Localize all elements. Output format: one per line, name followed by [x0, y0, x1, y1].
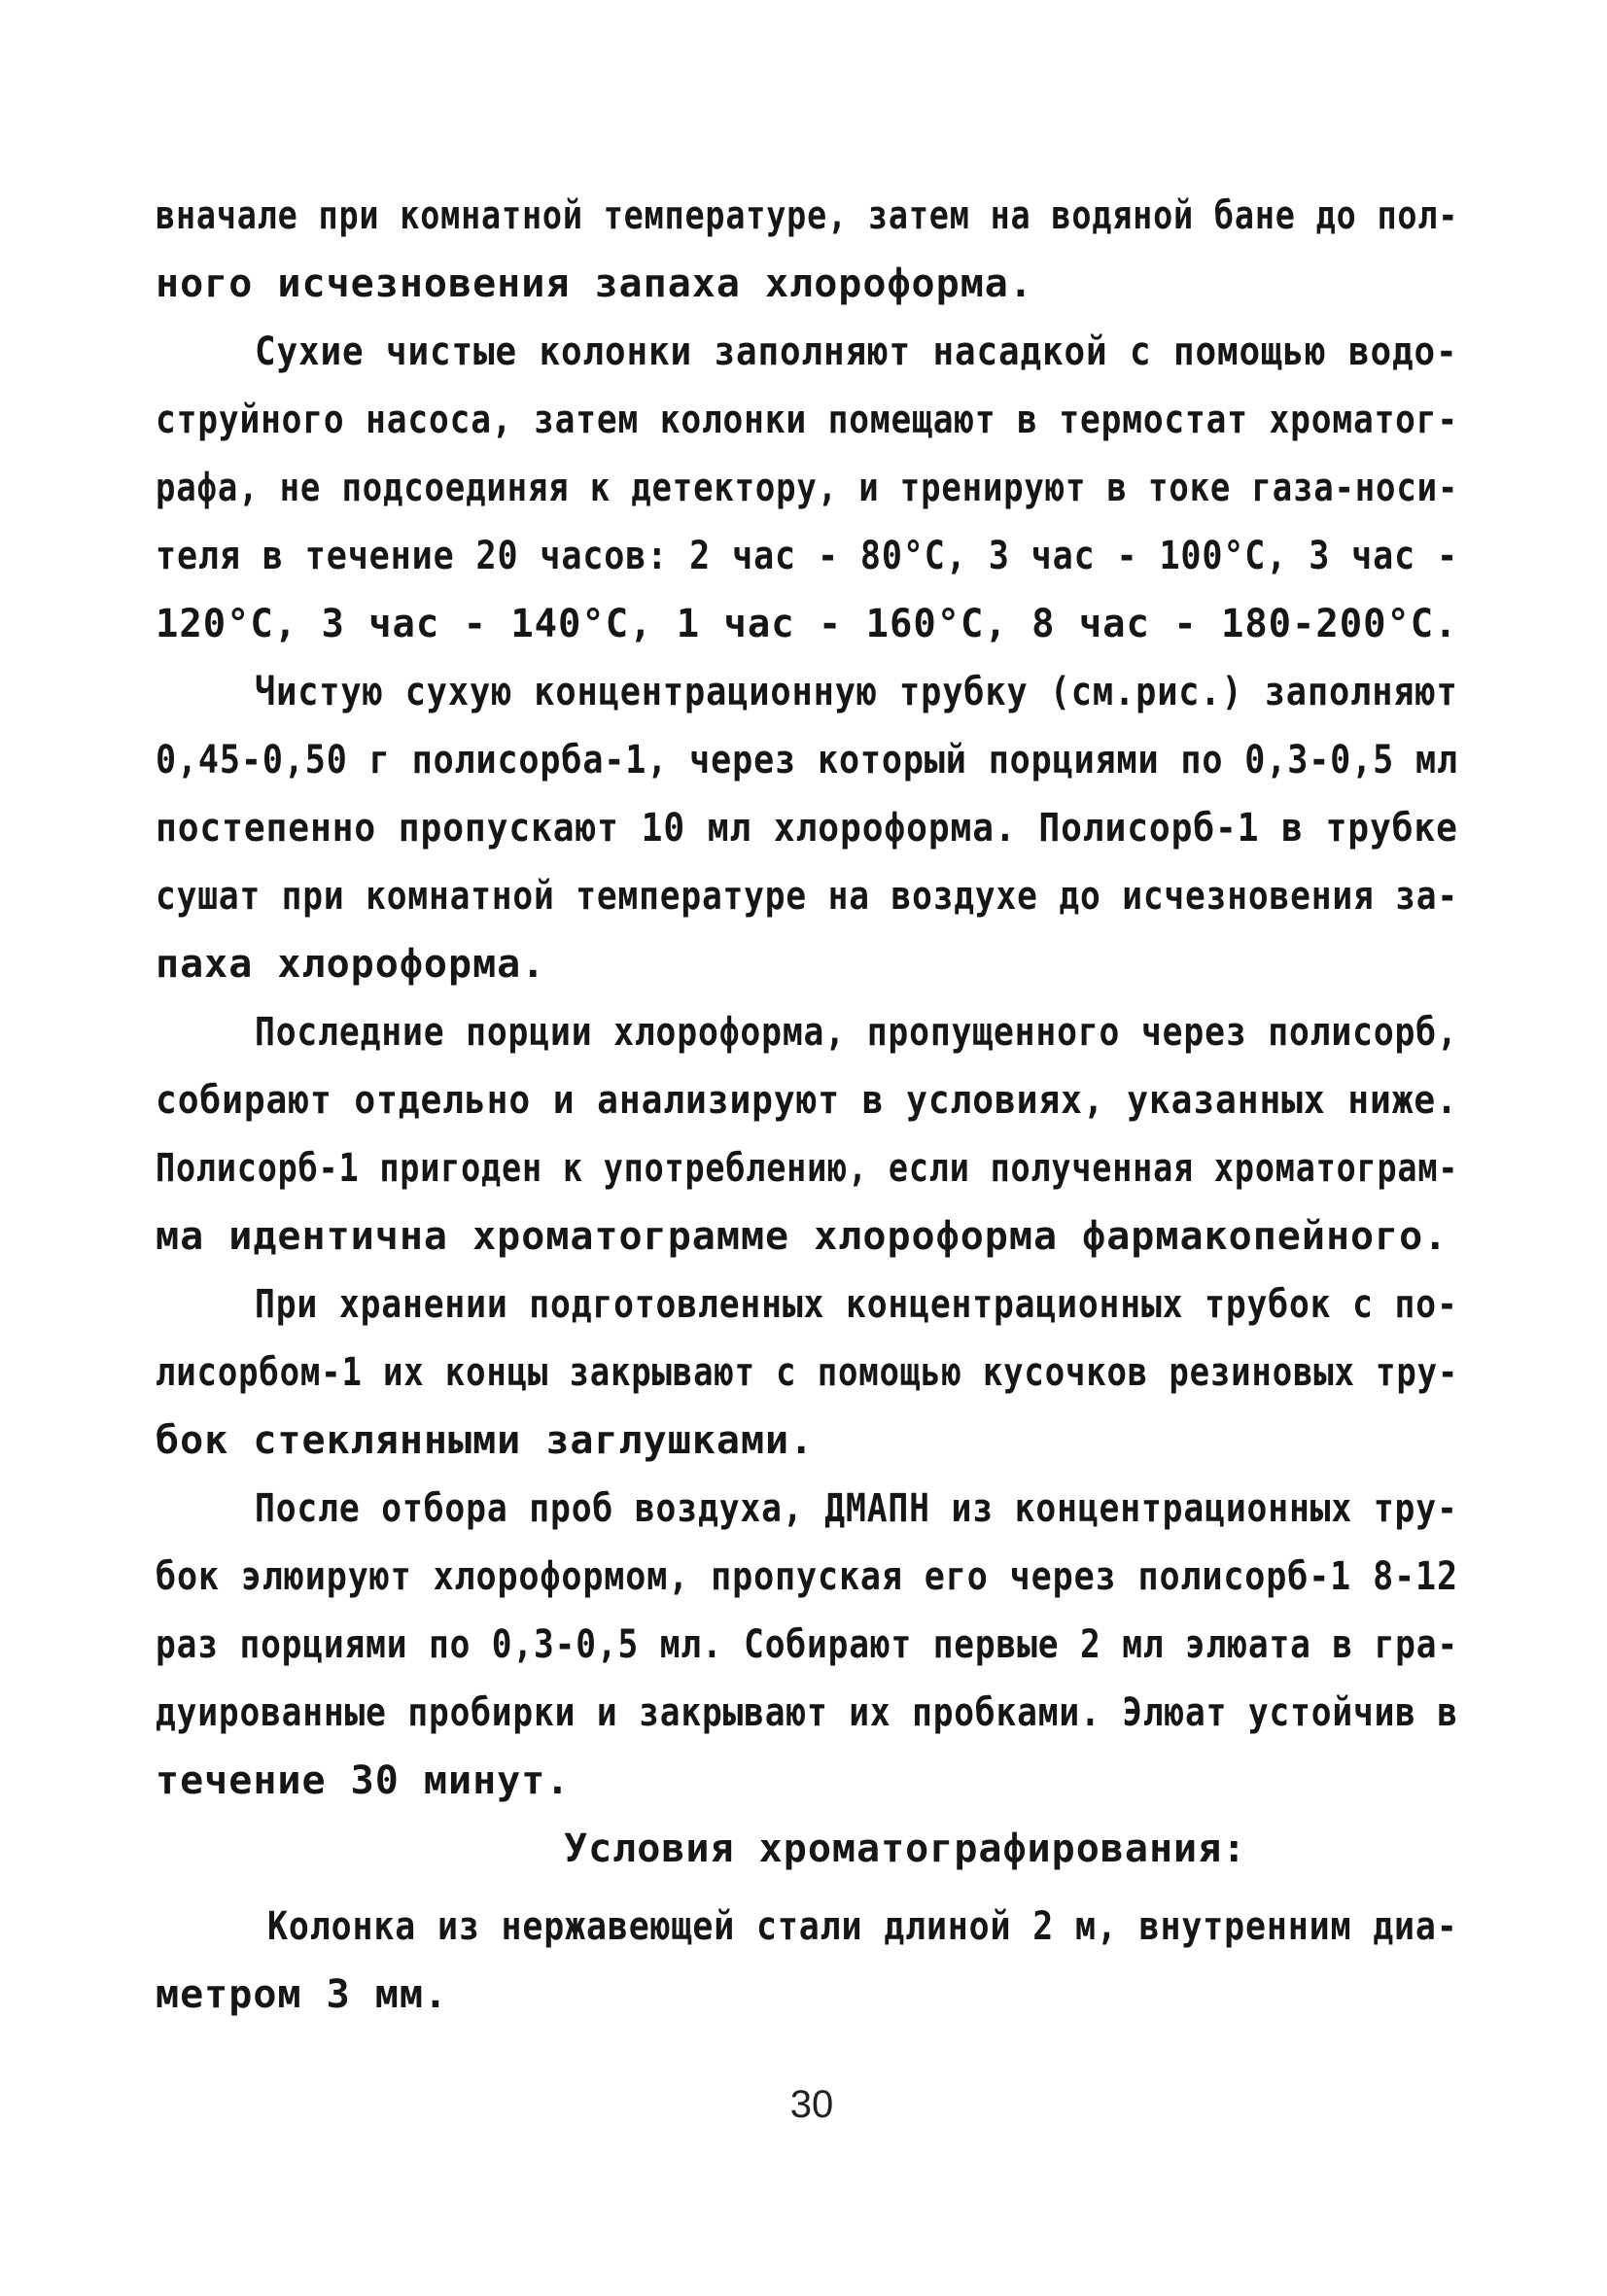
- text-line-27: метром 3 мм.: [156, 1972, 448, 2017]
- text-line-22: раз порциями по 0,3-0,5 мл. Собирают первые 2 мл элюата в гра-: [156, 1622, 1459, 1667]
- text-line-9: 0,45-0,50 г полисорба-1, через который порциями по 0,3-0,5 мл: [156, 738, 1458, 783]
- text-line-13: Последние порции хлороформа, пропущенного через полисорб,: [255, 1010, 1458, 1055]
- text-line-19: бок стеклянными заглушками.: [156, 1418, 815, 1463]
- text-line-3: Сухие чистые колонки заполняют насадкой с помощью водо-: [255, 330, 1458, 374]
- text-line-8: Чистую сухую концентрационную трубку (см.рис.) заполняют: [255, 670, 1458, 714]
- text-line-24: течение 30 минут.: [156, 1758, 571, 1803]
- text-line-18: лисорбом-1 их концы закрывают с помощью кусочков резиновых тру-: [156, 1350, 1459, 1395]
- page-number: 30: [789, 2083, 834, 2126]
- text-line-20: После отбора проб воздуха, ДМАПН из концентрационных тру-: [255, 1486, 1458, 1531]
- text-line-14: собирают отдельно и анализируют в условиях, указанных ниже.: [156, 1078, 1458, 1123]
- text-line-10: постепенно пропускают 10 мл хлороформа. Полисорб-1 в трубке: [156, 806, 1458, 851]
- text-line-26: Колонка из нержавеющей стали длиной 2 м, внутренним диа-: [267, 1904, 1458, 1949]
- text-line-2: ного исчезновения запаха хлороформа.: [156, 261, 1033, 306]
- text-line-6: теля в течение 20 часов: 2 час - 80°С, 3 час - 100°С, 3 час -: [156, 534, 1458, 578]
- text-line-15: Полисорб-1 пригоден к употреблению, если полученная хроматограм-: [156, 1146, 1459, 1191]
- text-line-21: бок элюируют хлороформом, пропуская его через полисорб-1 8-12: [156, 1554, 1458, 1599]
- text-line-1: вначале при комнатной температуре, затем на водяной бане до пол-: [156, 193, 1459, 238]
- text-line-16: ма идентична хроматограмме хлороформа фармакопейного.: [156, 1214, 1449, 1259]
- section-heading: Условия хроматографирования:: [564, 1826, 1247, 1871]
- text-line-5: рафа, не подсоединяя к детектору, и тренируют в токе газа-носи-: [156, 466, 1459, 510]
- text-line-17: При хранении подготовленных концентрационных трубок с по-: [255, 1282, 1458, 1327]
- text-line-4: струйного насоса, затем колонки помещают в термостат хроматог-: [156, 398, 1459, 442]
- text-line-7: 120°С, 3 час - 140°С, 1 час - 160°С, 8 час - 180-200°С.: [156, 602, 1458, 646]
- text-line-12: паха хлороформа.: [156, 942, 546, 987]
- text-line-11: сушат при комнатной температуре на воздухе до исчезновения за-: [156, 874, 1459, 919]
- text-line-23: дуированные пробирки и закрывают их пробками. Элюат устойчив в: [156, 1690, 1459, 1735]
